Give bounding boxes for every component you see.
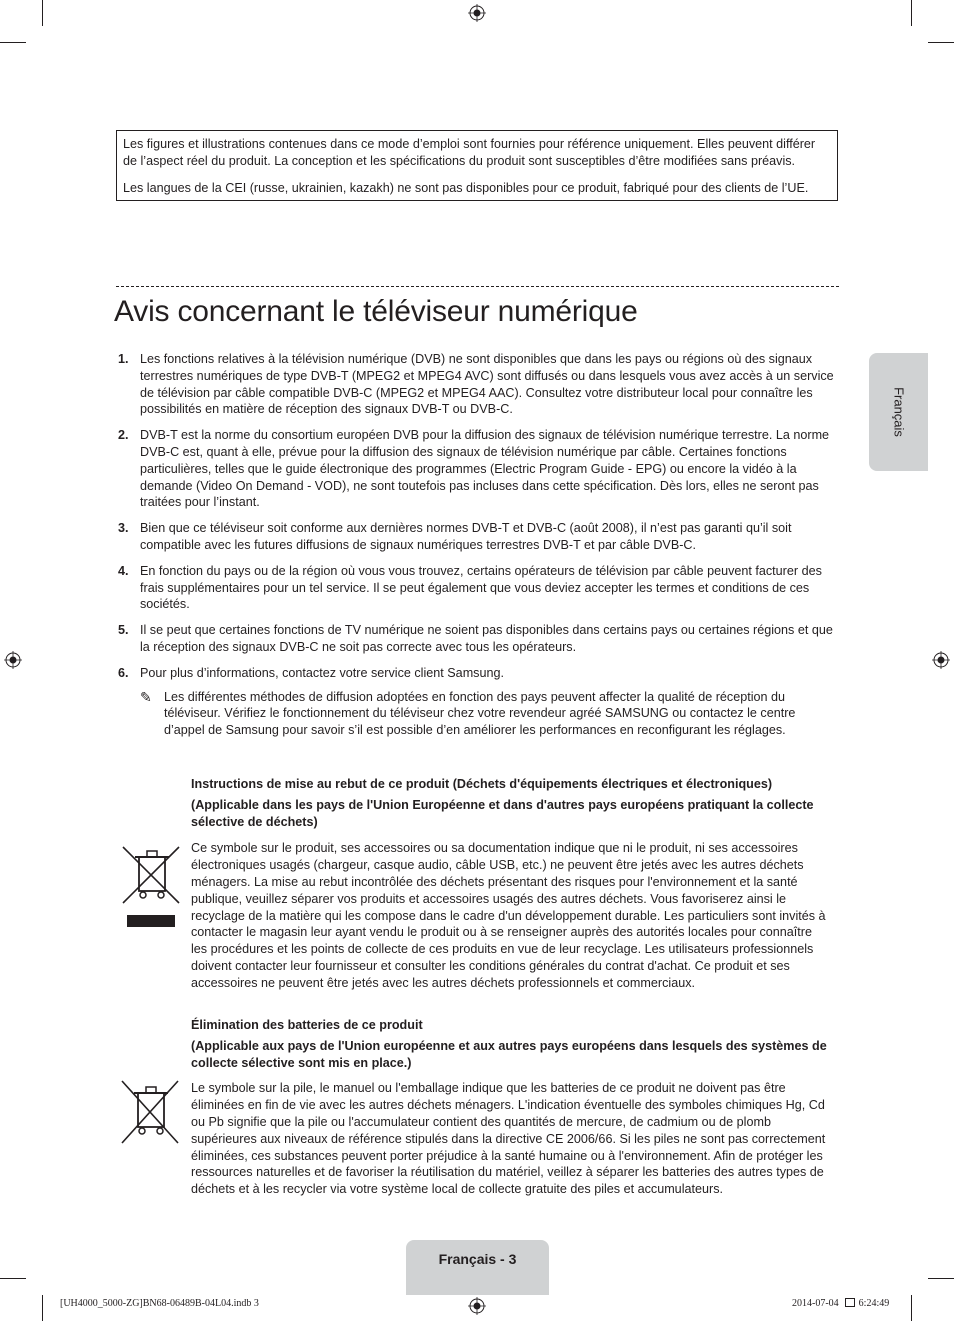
note xyxy=(140,689,838,739)
weee-section xyxy=(191,776,831,992)
battery-section xyxy=(191,1017,831,1198)
print-slug-date xyxy=(792,1298,889,1309)
item-number: 3. xyxy=(118,521,129,536)
crop-mark xyxy=(0,1278,26,1279)
item-text: Pour plus d’informations, contactez votre service client Samsung. xyxy=(140,665,504,680)
item-number: 4. xyxy=(118,563,129,578)
weee-body: Ce symbole sur le produit, ses accessoires ou sa documentation indique que ni le produit, ni ses accessoires électroniques usagés (chargeur, casque audio, câble USB, etc.) ne peuvent être jetés avec les autres déchets ménagers. La mise au rebut incontrôlée des déchets présentant des risques pour l'environnement et la santé publique, veuillez séparer vos produits et accessoires usagés des autres déchets. Vous favoriserez ainsi le recyclage de la matière qui les compose dans le cadre d'un développement durable. Les particuliers sont invités à contacter le magasin leur ayant vendu le produit ou à se renseigner auprès des autorités locales pour connaître les procédures et les points de collecte de ces produits en vue de leur recyclage. Les utilisateurs professionnels doivent contacter leur fournisseur et consulter les conditions générales du contrat d'achat. Ce produit et ses accessoires ne peuvent être jetés avec les autres déchets professionnels et commerciaux. xyxy=(191,841,826,990)
crop-mark xyxy=(0,42,26,43)
crop-mark xyxy=(42,1295,43,1321)
list-item xyxy=(116,427,838,511)
list-item xyxy=(116,520,838,554)
list-item xyxy=(116,665,838,739)
item-text: En fonction du pays ou de la région où vous vous trouvez, certains opérateurs de télévision par câble peuvent facturer des frais supplémentaires pour un tel service. Il se peut également que vous deviez accepter les termes et conditions de ces sociétés. xyxy=(140,563,822,612)
language-note-text: Les langues de la CEI (russe, ukrainien, kazakh) ne sont pas disponibles pour ce produit, fabriqué pour des clients de l’UE. xyxy=(123,180,809,195)
weee-heading: Instructions de mise au rebut de ce produit (Déchets d'équipements électriques et électroniques) xyxy=(191,777,773,791)
disclaimer-box xyxy=(116,130,838,201)
weee-subheading: (Applicable dans les pays de l'Union Européenne et dans d'autres pays européens pratiquant la collecte sélective de déchets) xyxy=(191,797,814,829)
battery-subheading: (Applicable aux pays de l'Union européenne et aux autres pays européens dans lesquels des systèmes de collecte sélective sont mis en place.) xyxy=(191,1038,827,1070)
disclaimer-text: Les figures et illustrations contenues dans ce mode d’emploi sont fournies pour référence uniquement. Elles peuvent différer de l’aspect réel du produit. La conception et les spécifications du produit sont susceptibles d’être modifiées sans préavis. xyxy=(123,137,816,168)
item-number: 1. xyxy=(118,352,129,366)
registration-mark-icon xyxy=(932,651,950,669)
item-number: 5. xyxy=(118,623,129,638)
page-title: Avis concernant le téléviseur numérique xyxy=(114,295,638,328)
item-text: DVB-T est la norme du consortium européen DVB pour la diffusion des signaux de télévision numérique terrestre. La norme DVB-C est, quant à elle, prévue pour la diffusion des signaux de télévision numérique par câble. Certaines fonctions particulières, telles que le guide électronique des programmes (Electric Program Guide - EPG) ou encore la vidéo à la demande (Video On Demand - VOD), ne sont toutefois pas incluses dans cette spécification. Dès lors, elles ne seront pas traitées pour l’instant. xyxy=(140,428,830,510)
crop-mark xyxy=(928,1278,954,1279)
registration-mark-icon xyxy=(4,651,22,669)
list-item xyxy=(116,351,838,418)
dvb-notice-list xyxy=(116,351,838,748)
page-number: Français - 3 xyxy=(438,1251,517,1267)
item-text: Il se peut que certaines fonctions de TV numérique ne soient pas disponibles dans certains pays ou certaines régions et que la réception des signaux DVB-C ne soit pas correcte avec tous les opérateurs. xyxy=(140,623,833,654)
crop-mark xyxy=(42,0,43,26)
print-slug-file: [UH4000_5000-ZG]BN68-06489B-04L04.indb 3 xyxy=(60,1298,259,1309)
crop-mark xyxy=(928,42,954,43)
section-divider xyxy=(116,286,839,287)
note-text: Les différentes méthodes de diffusion adoptées en fonction des pays peuvent affecter la qualité de réception du téléviseur. Vérifiez le fonctionnement du téléviseur chez votre revendeur agréé SAMSUNG ou contactez le centre d’appel de Samsung pour savoir s’il est possible d’en améliorer les performances en reconfigurant les réglages. xyxy=(164,689,796,738)
print-date: 2014-07-04 xyxy=(792,1298,839,1309)
pencil-note-icon: ✎ xyxy=(140,688,152,705)
list-item xyxy=(116,622,838,656)
list-item xyxy=(116,563,838,613)
crop-mark xyxy=(911,0,912,26)
print-time: 6:24:49 xyxy=(858,1298,890,1309)
clock-icon xyxy=(845,1298,855,1307)
crossed-battery-bin-icon xyxy=(120,1079,180,1145)
side-tab-label: Français xyxy=(891,387,906,437)
crop-mark xyxy=(911,1295,912,1321)
item-number: 6. xyxy=(118,665,129,680)
page-number-tab xyxy=(406,1240,549,1295)
battery-body: Le symbole sur la pile, le manuel ou l'emballage indique que les batteries de ce produit ne doivent pas être éliminées en fin de vie avec les autres déchets ménagers. L'indication éventuelle des symboles chimiques Hg, Cd ou Pb signifie que la pile ou l'accumulateur contient des quantités de mercure, de cadmium ou de plomb supérieures aux niveaux de référence stipulés dans la directive CE 2006/66. Si les piles ne sont pas correctement éliminées, ces substances peuvent porter préjudice à la santé humaine ou à l'environnement. Afin de protéger les ressources naturelles et de favoriser la réutilisation du matériel, veillez à séparer les batteries des autres types de déchets et à les recycler via votre système local de collecte gratuite des piles et accumulateurs. xyxy=(191,1081,826,1197)
item-text: Les fonctions relatives à la télévision numérique (DVB) ne sont disponibles que dans les pays ou régions où des signaux terrestres numériques de type DVB-T (MPEG2 et MPEG4 AVC) sont diffusés ou dans lesquels vous avez accès à un service de télévision par câble compatible DVB-C (MPEG2 et MPEG4 AAC). Consultez votre distributeur local pour connaître les possibilités en matière de réception des signaux DVB-T ou DVB-C. xyxy=(140,352,834,417)
item-text: Bien que ce téléviseur soit conforme aux dernières normes DVB-T et DVB-C (août 2008), il n’est pas garanti qu’il soit compatible avec les futures diffusions de signaux numériques terrestres DVB-T et par câble DVB-C. xyxy=(140,521,792,552)
battery-heading: Élimination des batteries de ce produit xyxy=(191,1018,423,1032)
registration-mark-icon xyxy=(468,4,486,22)
registration-mark-icon xyxy=(468,1297,486,1315)
item-number: 2. xyxy=(118,428,129,443)
language-side-tab xyxy=(869,353,928,471)
crossed-bin-icon xyxy=(121,845,181,929)
